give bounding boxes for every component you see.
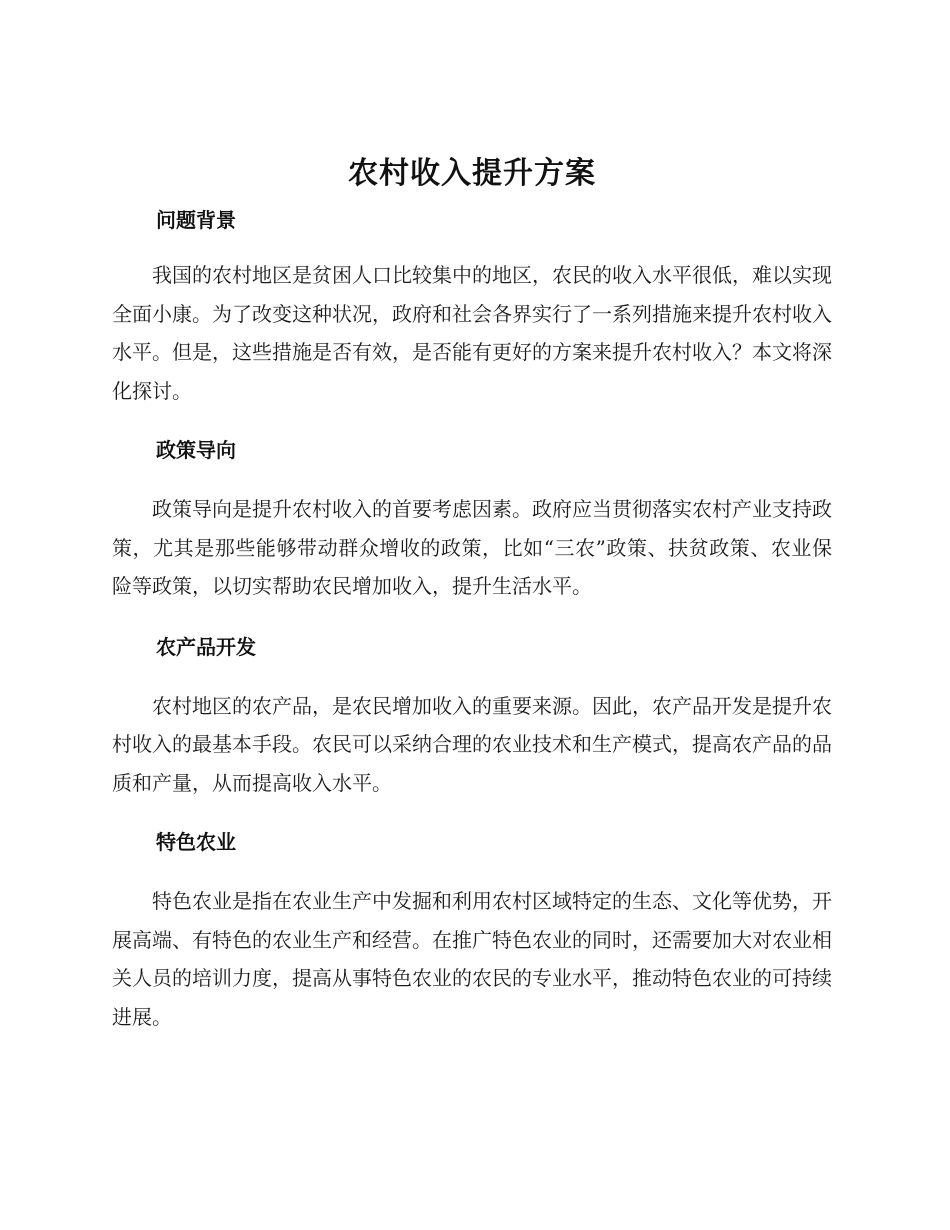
section-paragraph: 农村地区的农产品，是农民增加收入的重要来源。因此，农产品开发是提升农村收入的最基本手段。农民可以采纳合理的农业技术和生产模式，提高农产品的品质和产量，从而提高收入水平。	[112, 693, 832, 795]
document-title: 农村收入提升方案	[348, 156, 596, 191]
section-policy	[112, 436, 832, 606]
section-heading: 农产品开发	[156, 634, 256, 659]
section-heading: 问题背景	[156, 208, 236, 232]
section-specialty-agriculture	[112, 828, 832, 1036]
section-heading: 政策导向	[156, 438, 236, 462]
section-background	[112, 206, 832, 410]
section-paragraph: 我国的农村地区是贫困人口比较集中的地区，农民的收入水平很低，难以实现全面小康。为了改变这种状况，政府和社会各界实行了一系列措施来提升农村收入水平。但是，这些措施是否有效，是否能有更好的方案来提升农村收入？本文将深化探讨。	[112, 263, 832, 403]
section-paragraph: 特色农业是指在农业生产中发掘和利用农村区域特定的生态、文化等优势，开展高端、有特色的农业生产和经营。在推广特色农业的同时，还需要加大对农业相关人员的培训力度，提高从事特色农业的农民的专业水平，推动特色农业的可持续进展。	[112, 889, 832, 1029]
section-paragraph: 政策导向是提升农村收入的首要考虑因素。政府应当贯彻落实农村产业支持政策，尤其是那些能够带动群众增收的政策，比如“三农”政策、扶贫政策、农业保险等政策，以切实帮助农民增加收入，提升生活水平。	[112, 497, 832, 598]
section-products	[112, 633, 832, 803]
section-heading: 特色农业	[156, 830, 236, 854]
